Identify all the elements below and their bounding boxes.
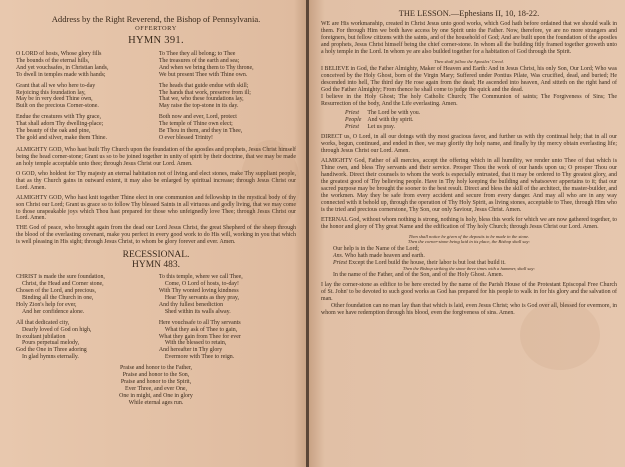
versicle-row — [345, 110, 426, 117]
hymn-line: May be in very deed Thine own, — [16, 96, 93, 103]
hymn-line: And thy fullest benediction — [158, 301, 224, 308]
hymn-line: Be Thou in them, and they in Thee, — [158, 128, 243, 135]
hymn-line: The gold and silver, make them Thine. — [16, 134, 107, 141]
rubric-hammer: Then the Bishop striking the stone three times with a hammer, shall say: — [402, 266, 536, 272]
creed-text-continued: I believe in the Holy Ghost; The holy Catholic Church; The Communion of saints; The Forgiveness of Sins; The Resurrection of the body, And the Life everlasting. Amen. — [321, 93, 617, 107]
hymn-line: Grant that all we who here to-day — [16, 82, 96, 89]
hymn-line: To this temple, where we call Thee, — [158, 274, 243, 281]
hymn-line: Pours perpetual melody, — [22, 340, 80, 347]
hymn-line: Built on the precious Corner-stone. — [16, 103, 99, 110]
answer-speaker: Ans. — [333, 252, 344, 259]
hymn-line: Hear Thy servants as they pray, — [164, 294, 239, 301]
hymn-line: To Thee they all belong; to Thee — [158, 51, 236, 57]
lesson-text: WE are His workmanship, created in Christ Jesus unto good works, which God hath before ordained that we should walk in them. For through Him we both have access by one Spirit unto the Father. Now, therefore, ye are no more strangers and foreigners, but fellow citizens with the saints, and of the household of God; And are built upon the foundation of the apostles and prophets, Jesus Christ himself being the chief corner-stone. In whom all the building fitly framed together groweth unto a holy temple in the Lord. In whom ye are also builded together for a habitation of God through the Spirit. — [321, 21, 617, 55]
hymn-line: All that dedicated city, — [16, 319, 70, 326]
hymn-stanza — [16, 274, 153, 315]
versicle-speaker: Priest — [345, 110, 360, 117]
versicle-answer — [333, 253, 617, 260]
offertory-label: OFFERTORY — [135, 25, 177, 32]
hymn-line: The temple of Thine own elect; — [158, 121, 233, 128]
versicles — [345, 110, 426, 131]
doxology-line: One in might, and One in glory — [119, 392, 193, 399]
hymn-line: We but present Thee with Thine own. — [158, 71, 248, 78]
hymn-line: In glad hymns eternally. — [22, 354, 79, 361]
hymn-line: Dearly loved of God on high, — [22, 326, 92, 333]
trinitarian-formula: In the name of the Father, and of the Son, and of the Holy Ghost. Amen. — [333, 272, 504, 279]
left-page — [0, 0, 306, 467]
rubric-laying: Then the corner-stone being laid in its place, the Bishop shall say: — [407, 238, 531, 244]
right-page — [309, 0, 625, 467]
rubric-deposits: Then shall notice be given of the deposits to be made in the stone. — [408, 233, 530, 239]
prayer-paragraph: O GOD, who holdest for Thy majesty an eternal habitation not of living and elect stones, make Thy suppliant people, that as thy Church gains in outward extent, it may also be enlarged by spiritual increase; through Jesus Christ our Lord. Amen. — [16, 170, 296, 191]
address-heading: Address by the Right Reverend, the Bishop of Pennsylvania. — [51, 14, 261, 24]
hymn-line: Evermore with Thee to reign. — [164, 354, 235, 361]
hymn-line: The treasures of the earth and sea; — [158, 57, 240, 64]
hymn-line: Christ, the Head and Corner stone, — [22, 281, 104, 288]
hymn-stanza — [16, 51, 153, 79]
versicle-row — [345, 124, 426, 131]
versicle-text: The Lord be with you. — [367, 110, 421, 117]
creed-note: Then shall follow the Apostles' Creed. — [434, 58, 504, 64]
versicle-priest — [333, 260, 617, 267]
hymn-line: Both now and ever, Lord, protect — [158, 114, 237, 121]
hymn-line: Binding all the Church in one, — [22, 294, 94, 301]
lesson-title: THE LESSON.—Ephesians II, 10, 18-22. — [398, 9, 540, 18]
hymn-line: Chosen of the Lord, and precious, — [16, 288, 96, 295]
hymn-line: The bounds of the eternal hills, — [16, 57, 90, 64]
doxology-line: Praise and honor to the Son, — [122, 372, 190, 379]
hymn-stanza — [16, 320, 153, 361]
hymn-line: O LORD of hosts, Whose glory fills — [16, 51, 102, 57]
hymn-stanza — [159, 274, 296, 315]
hymn-line: What they ask of Thee to gain, — [164, 326, 238, 333]
hymn-483-text — [16, 274, 296, 365]
hymn-line: With the blessed to retain, — [164, 340, 227, 347]
hymn-line: The hands that work, preserve from ill; — [158, 89, 251, 96]
hymn-stanza — [16, 114, 153, 142]
recessional-label: RECESSIONAL. — [122, 250, 190, 261]
hymn-line: Here vouchsafe to all Thy servants — [158, 319, 241, 326]
doxology-line: Ever Three, and ever One, — [124, 385, 188, 392]
prayers — [16, 147, 296, 246]
doxology-stanza — [16, 365, 296, 406]
collect-paragraph: ETERNAL God, without whom nothing is strong, nothing is holy, bless this work for which we are now gathered together, to the honor and glory of Thy great Name and the edification of Thy holy Church; through Jesus Christ our Lord. Amen. — [321, 216, 617, 230]
closing-sentence: Other foundation can no man lay than that which is laid, even Jesus Christ; who is God over all, blessed for evermore, in whom we have redemption through his blood, even the forgiveness of sins. Amen. — [321, 303, 617, 317]
hymn-line: And when we bring them to Thy throne, — [158, 64, 254, 71]
priest-speaker: Priest — [333, 259, 348, 266]
hymn-line: In exultant jubilation — [16, 333, 66, 340]
versicle-row — [345, 117, 426, 124]
hymn-483-column-left — [16, 274, 153, 365]
priest-text: Except the Lord build the house, their labor is but lost that build it. — [348, 259, 506, 266]
collect-paragraph: ALMIGHTY God, Father of all mercies, accept the offering which in all humility, we render unto Thee of that which is Thine own, and bless Thy servants and their service. Prosper Thou the work of our hands upon us; O prosper Thou our handiwork. Direct their counsels to whom the work is especially entrusted, that it may be ordered to Thy greatest glory, and the greatest good of Thy believing people. Have in Thy holy keeping the building and whatsoever appertains to it; that our sacred purpose may be brought the sooner to the best result. Direct and bless the skill of the architect, the master-builder, and the workmen. May they be safe from every accident and secure from every danger. And may all who are in any way connected with it behold up, through the operation of Thy Holy Spirit, as living stones, acceptable to Thee, through Him who is the tried and precious cornerstone, Thy Son, our only Saviour, Jesus Christ. Amen. — [321, 158, 617, 213]
hymn-line: Shed within its walls alway. — [164, 308, 231, 315]
hymn-line: Endue the creatures with Thy grace, — [16, 114, 101, 121]
hymn-line: And yet vouchsafes, in Christian lands, — [16, 64, 109, 71]
hymn-line: That we, who these foundations lay, — [158, 96, 244, 103]
hymn-line: What they gain from Thee for ever — [158, 333, 241, 340]
versicle-speaker: Priest — [345, 124, 360, 131]
collect-paragraph: DIRECT us, O Lord, in all our doings with thy most gracious favor, and further us with thy continual help; that in all our works, begun, continued, and ended in thee, we may glorify thy holy name, and finally by thy mercy obtain everlasting life; through Jesus Christ our Lord. Amen. — [321, 134, 617, 155]
hymn-line: Come, O Lord of hosts, to-day! — [164, 281, 239, 288]
hymn-line: May raise the top-stone in its day. — [158, 103, 239, 110]
versicle-text: Let us pray. — [367, 124, 395, 131]
hymn-stanza — [159, 320, 296, 361]
hymn-line: O ever blessed Trinity! — [158, 134, 213, 141]
hymn-483-column-right — [159, 274, 296, 365]
prayer-paragraph: ALMIGHTY GOD, Who hast knit together Thine elect in one communion and fellowship in the mystical body of thy son Christ our Lord; Grant us grace so to follow Thy blessed Saints in all virtuous and godly living, that we may come to those unspeakable joys which Thou hast prepared for those who unfeignedly love Thee; through Jesus Christ our Lord. Amen. — [16, 194, 296, 222]
versicle-speaker: People — [345, 117, 362, 124]
hymn-line: Rejoicing this foundation lay, — [16, 89, 86, 96]
hymn-line: To dwell in temples made with hands; — [16, 71, 106, 78]
hymn-stanza — [16, 83, 153, 111]
prayer-paragraph: THE God of peace, who brought again from the dead our Lord Jesus Christ, the great Shepherd of the sheep through the blood of the everlasting covenant, make you perfect in every good work to do His will, working in you that which is well pleasing in His sight; through Jesus Christ, to whom be glory forever and ever. Amen. — [16, 225, 296, 246]
hymn-stanza — [159, 83, 296, 111]
hymn-line: With Thy wonted loving kindness — [158, 288, 239, 295]
hymn-391-column-right — [159, 51, 296, 146]
hymn-stanza — [159, 114, 296, 142]
hymn-483-title: HYMN 483. — [131, 260, 181, 271]
hymn-line: And hereafter in Thy glory — [158, 347, 223, 354]
laying-declaration: I lay the corner-stone as edifice to be here erected by the name of the Parish House of the Protestant Episcopal Free Church of St. John' to be devoted to such good works as God has prepared for his people to walk in for his glory and the salvation of man. — [321, 282, 617, 303]
versicle-text: And with thy spirit. — [367, 117, 414, 124]
doxology-line: Praise and honor to the Spirit, — [120, 378, 192, 385]
hymn-391-title: HYMN 391. — [128, 35, 184, 46]
doxology-line: Praise and honor to the Father, — [119, 365, 193, 372]
hymn-line: God the One in Three adoring — [16, 347, 87, 354]
hymn-stanza — [159, 51, 296, 79]
hymn-391-column-left — [16, 51, 153, 146]
hymn-line: Holy Zion's help for ever, — [16, 301, 77, 308]
versicle-help: Our help is in the Name of the Lord; — [333, 245, 420, 252]
creed-text: I BELIEVE in God, the Father Almighty, Maker of Heaven and Earth: And in Jesus Christ, his only Son, Our Lord; Who was conceived by the Holy Ghost, born of the Virgin Mary; Suffered under Pontius Pilate, Was crucified, dead, and buried; He descended into hell, The third day He rose again from the dead; He ascended into heaven, And sitteth on the right hand of God the Father Almighty; From thence he shall come to judge the quick and the dead. — [321, 65, 617, 93]
hymn-391-text — [16, 51, 296, 146]
doxology-line: While eternal ages run. — [128, 399, 184, 406]
prayer-paragraph: ALMIGHTY GOD, Who hast built Thy Church upon the foundation of the apostles and prophets, Jesus Christ himself being the head corner-stone; Grant us so to be joined together in unity of spirit by their doctrine, that we may be made an holy temple acceptable unto thee; through Jesus Christ our Lord. Amen. — [16, 146, 296, 167]
hymn-line: That shall adorn Thy dwelling-place; — [16, 121, 104, 128]
hymn-line: And her confidence alone. — [22, 308, 85, 315]
hymn-line: CHRIST is made the sure foundation, — [16, 274, 105, 281]
answer-text: Who hath made heaven and earth. — [344, 252, 425, 259]
hymn-line: The heads that guide endue with skill; — [158, 82, 249, 89]
hymn-line: The beauty of the oak and pine, — [16, 128, 91, 135]
